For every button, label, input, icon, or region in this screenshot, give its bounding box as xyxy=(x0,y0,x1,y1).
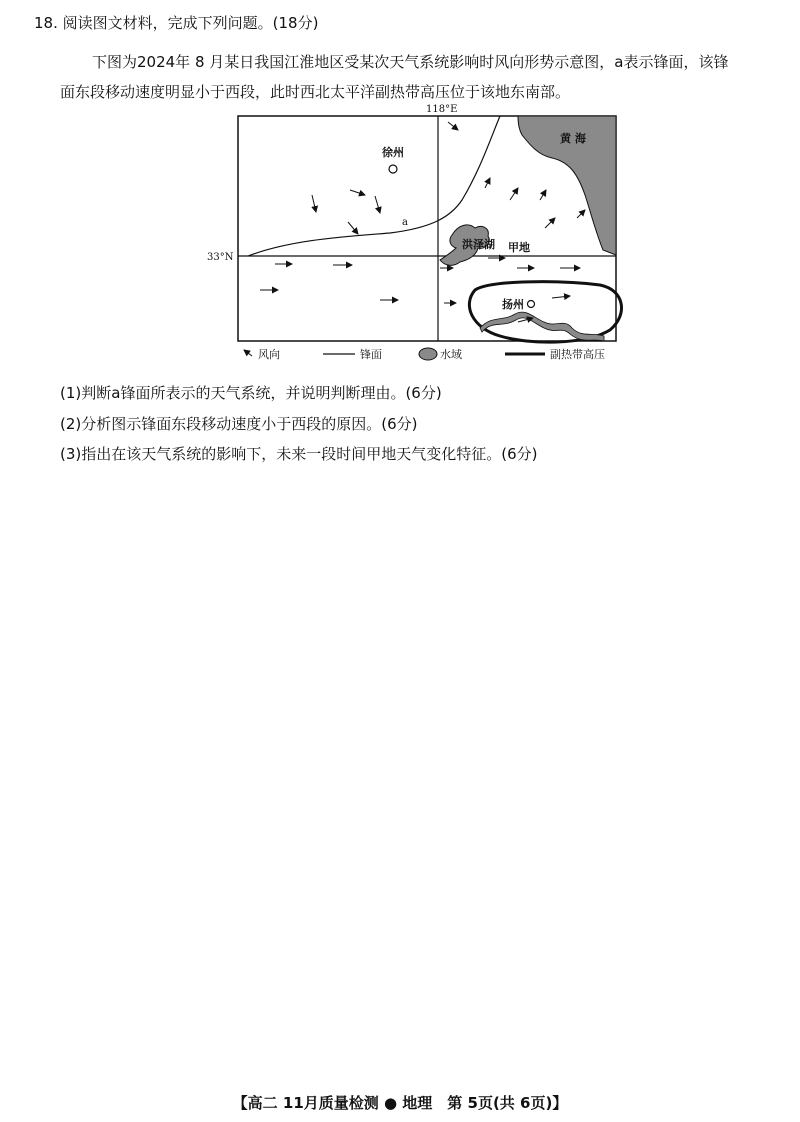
latitude-label: 33°N xyxy=(207,252,234,263)
xuzhou-marker xyxy=(389,165,397,173)
longitude-label: 118°E xyxy=(426,104,458,115)
sea-label: 黄 海 xyxy=(560,132,586,145)
subquestion-1: (1)判断a锋面所表示的天气系统，并说明判断理由。(6分) xyxy=(60,384,442,402)
page-footer: 【高二 11月质量检测 ● 地理 第 5页(共 6页)】 xyxy=(232,1094,568,1112)
front-label: a xyxy=(402,217,408,228)
xuzhou-label: 徐州 xyxy=(382,146,404,159)
place-label: 甲地 xyxy=(508,241,530,254)
map-legend xyxy=(244,347,605,361)
legend-high-label: 副热带高压 xyxy=(550,348,605,361)
intro-line-2: 面东段移动速度明显小于西段，此时西北太平洋副热带高压位于该地东南部。 xyxy=(60,83,571,101)
map-svg xyxy=(200,100,630,370)
yangzhou-label: 扬州 xyxy=(502,298,524,311)
intro-line-1: 下图为2024年 8 月某日我国江淮地区受某次天气系统影响时风向形势示意图，a表示锋面，该锋 xyxy=(92,53,729,71)
subquestion-3: (3)指出在该天气系统的影响下，未来一段时间甲地天气变化特征。(6分) xyxy=(60,445,538,463)
legend-water-icon xyxy=(419,348,437,360)
question-title: 18. 阅读图文材料，完成下列问题。(18分) xyxy=(34,14,319,32)
lake-label: 洪泽湖 xyxy=(462,238,495,251)
legend-wind-icon xyxy=(244,350,252,356)
legend-wind-label: 风向 xyxy=(258,348,280,361)
legend-front-label: 锋面 xyxy=(360,348,382,361)
yangzhou-marker xyxy=(528,301,535,308)
subquestion-2: (2)分析图示锋面东段移动速度小于西段的原因。(6分) xyxy=(60,415,418,433)
question-intro xyxy=(60,47,772,107)
wind-front-map xyxy=(200,100,630,370)
legend-water-label: 水域 xyxy=(440,348,462,361)
